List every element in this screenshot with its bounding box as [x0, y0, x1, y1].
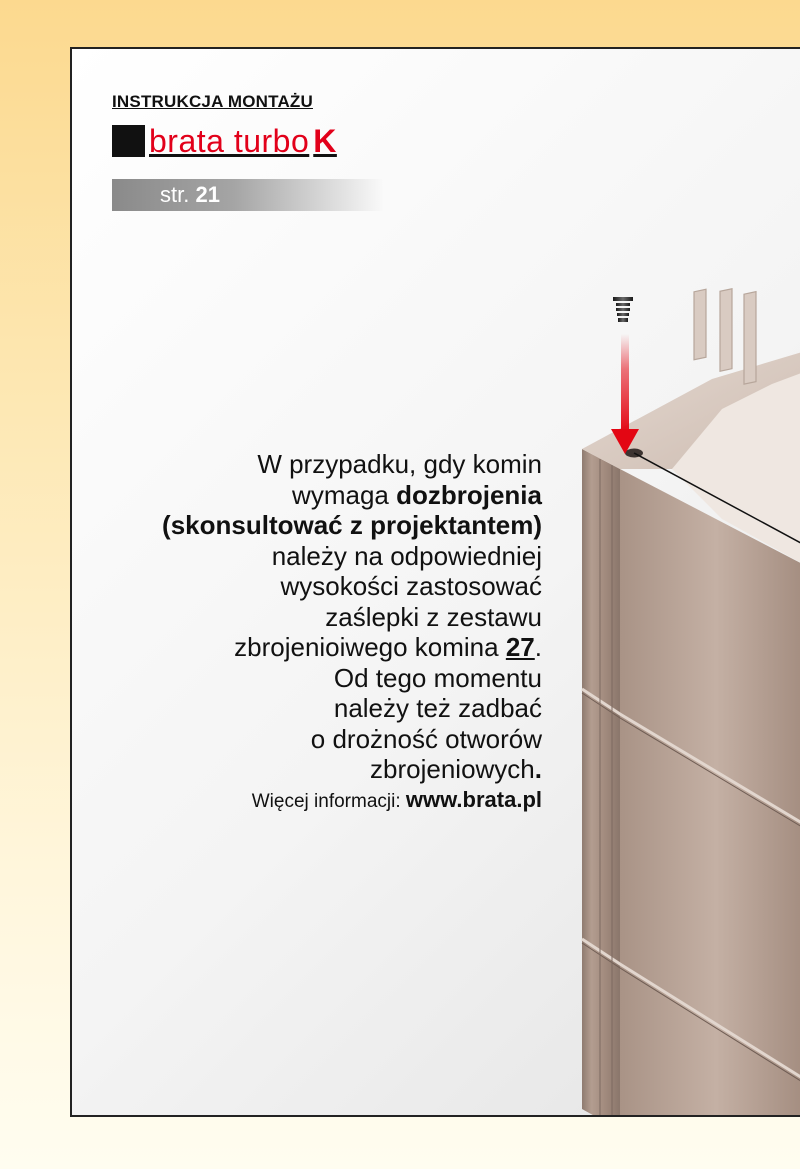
- instruction-line: należy na odpowiedniej: [271, 540, 542, 571]
- brand-name: [149, 125, 337, 157]
- block-top-rim: [582, 349, 800, 469]
- more-info-line: [70, 785, 542, 818]
- block-side-face: [620, 469, 800, 1117]
- instruction-line: o drożność otworów: [310, 723, 542, 754]
- block-front-face: [582, 449, 620, 1117]
- more-info-label: Więcej informacji:: [251, 790, 406, 812]
- instruction-line: Od tego momentu: [333, 662, 542, 693]
- reference-number: 27: [505, 632, 535, 662]
- emphasis-dozbrojenia: dozbrojenia: [396, 479, 542, 510]
- arrow-shaft: [621, 334, 629, 434]
- page-frame: [70, 47, 800, 1117]
- instruction-line: [70, 632, 542, 663]
- emphasis-consult: (skonsultować z projektantem): [162, 510, 542, 540]
- reinforcement-hole: [625, 449, 643, 458]
- instruction-line: wysokości zastosować: [280, 571, 542, 601]
- brand-name-text: brata turbo: [149, 123, 310, 159]
- brand-logo: [112, 123, 337, 157]
- reinforcement-cap: [613, 297, 633, 322]
- arrow-head: [611, 429, 639, 454]
- instruction-line: W przypadku, gdy komin: [257, 449, 542, 479]
- instruction-line: [70, 480, 542, 511]
- instruction-text-fragment: wymaga: [292, 479, 397, 510]
- page-number: 21: [195, 182, 220, 207]
- brand-suffix: K: [313, 123, 337, 159]
- instruction-line: zaślepki z zestawu: [325, 601, 542, 632]
- instruction-text-fragment: zbrojeniowych: [370, 754, 535, 784]
- instruction-text-fragment: .: [534, 754, 542, 784]
- instruction-line: należy też zadbać: [333, 693, 542, 723]
- website-link[interactable]: www.brata.pl: [405, 786, 542, 812]
- instruction-text-fragment: .: [534, 632, 542, 662]
- brand-logo-square: [112, 125, 145, 157]
- document-title: INSTRUKCJA MONTAŻU: [112, 92, 313, 111]
- instruction-text-fragment: zbrojenioiwego komina: [234, 632, 506, 662]
- flue-inner-wall: [672, 369, 800, 569]
- page-indicator: [112, 179, 384, 211]
- instruction-line: [70, 754, 542, 785]
- instruction-line-bold: [70, 510, 542, 541]
- instruction-text: [70, 449, 542, 817]
- page-label: str.: [160, 182, 190, 207]
